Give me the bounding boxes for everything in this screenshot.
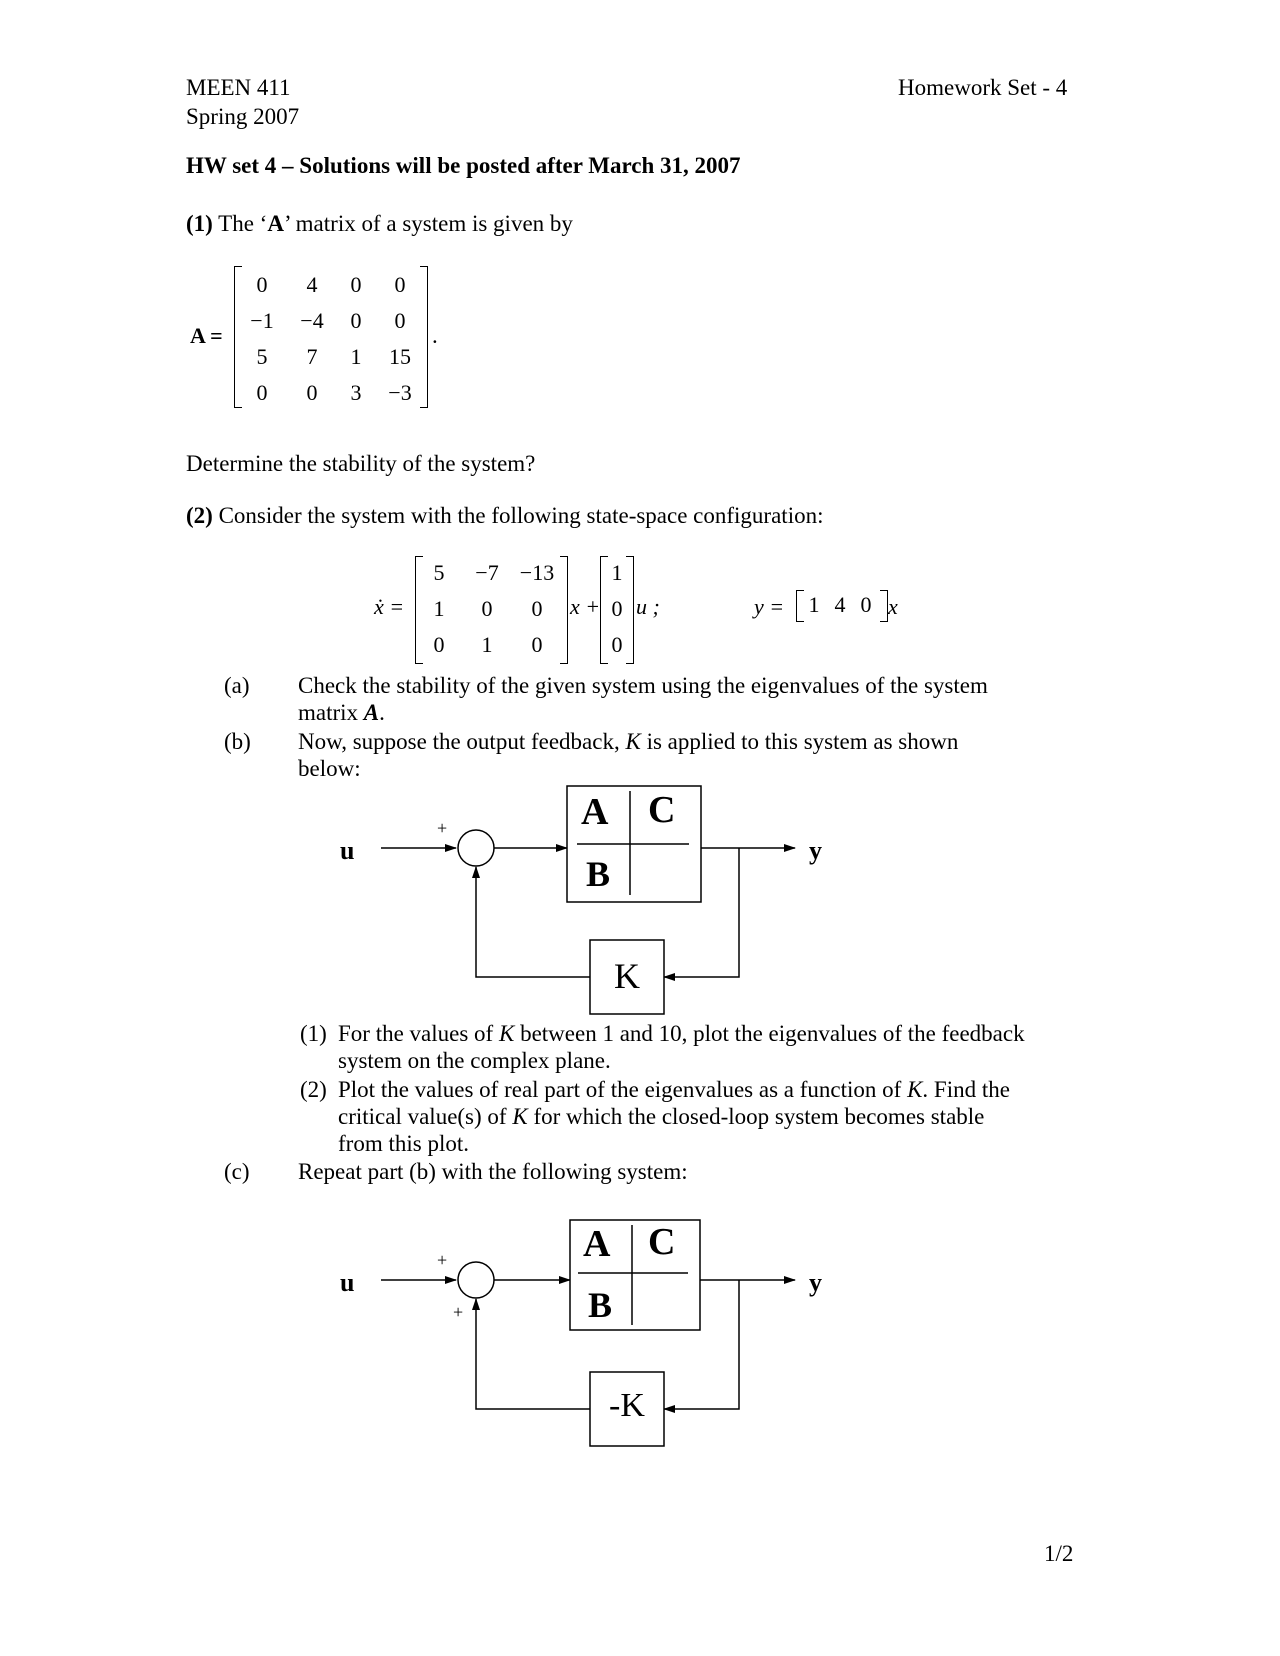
state-a-cell: 0 [481,596,493,621]
state-a-cell: 0 [433,632,445,657]
sub2-k: K [907,1077,923,1102]
matrix-a-cell: 1 [350,344,362,369]
part-b-label: (b) [224,729,251,754]
part-b-line2: below: [298,756,361,781]
sub2-line1-post: . Find the [922,1077,1010,1102]
sub2-line1-pre: Plot the values of real part of the eigenvalues as a function of [338,1077,908,1102]
state-a-cell: 0 [531,632,543,657]
matrix-a-cell: −4 [300,308,324,333]
d2-plus-bottom: + [453,1302,464,1322]
matrix-a-cell: 0 [394,272,406,297]
homework-set-label: Homework Set - 4 [898,75,1068,100]
term: Spring 2007 [186,104,300,129]
d2-y-label: y [809,1268,822,1297]
q1-question: Determine the stability of the system? [186,451,536,476]
part-b-line1-post: is applied to this system as shown [640,729,959,754]
part-b-line1-pre: Now, suppose the output feedback, [298,729,626,754]
state-a-cell: 5 [433,560,445,585]
x-plus: x + [570,594,601,619]
part-a-line2-pre: matrix [298,700,364,725]
q1-text-bold: A [267,211,284,236]
matrix-a-cell: −1 [250,308,274,333]
sub1-line1-pre: For the values of [338,1021,499,1046]
q1-number: (1) [186,211,213,236]
matrix-a-cell: 3 [350,380,362,405]
matrix-period: . [432,323,438,348]
d1-u-label: u [340,836,355,865]
x-after-c: x [888,594,898,619]
state-a-cell: 1 [433,596,445,621]
output-c-cell: 0 [860,592,872,617]
sub2-line2 [338,1103,984,1130]
course-code: MEEN 411 [186,75,291,100]
matrix-a-cell: 0 [394,308,406,333]
matrix-a-cell: 0 [256,272,268,297]
d1-summing-junction [458,830,494,866]
sub2-line3: from this plot. [338,1131,469,1156]
part-c-label: (c) [224,1159,250,1184]
d1-plant-c: C [648,789,676,831]
d2-plus-top: + [437,1250,448,1270]
part-a-line2-post: . [379,700,385,725]
d2-plant-a: A [583,1223,611,1265]
q2-intro: Consider the system with the following state-space configuration: [212,503,824,528]
matrix-a-cell: 0 [306,380,318,405]
state-a-cell: −13 [519,560,555,585]
d2-k-label: -K [609,1387,645,1424]
page-number: 1/2 [1044,1541,1074,1566]
matrix-a-cell: 0 [256,380,268,405]
sub1-line1-post: between 1 and 10, plot the eigenvalues of the feedback [514,1021,1025,1046]
sub2-line1 [338,1076,1010,1103]
sub1-label: (1) [300,1021,327,1046]
d2-u-label: u [340,1268,355,1297]
d1-k-label: K [614,956,640,996]
d2-plant-b: B [588,1285,613,1325]
state-a-cell: 1 [481,632,493,657]
d1-plant-a: A [581,791,609,833]
d2-summing-junction [458,1262,494,1298]
q2-number: (2) [186,503,213,528]
d1-y-label: y [809,836,822,865]
matrix-a-cell: 15 [389,344,411,369]
input-b-cell: 0 [611,632,623,657]
matrix-a-cell: 5 [256,344,268,369]
input-b-cell: 0 [611,596,623,621]
input-b-cell: 1 [611,560,623,585]
matrix-a-cell: 7 [306,344,318,369]
sub1-line2: system on the complex plane. [338,1048,611,1073]
sub2-label: (2) [300,1077,327,1102]
part-b-k: K [625,729,641,754]
d1-plus-sign: + [437,818,448,838]
output-c-cell: 4 [834,592,846,617]
d1-plant-b: B [586,854,611,894]
sub1-k: K [498,1021,515,1046]
matrix-a-cell: 0 [350,272,362,297]
d2-plant-c: C [648,1221,676,1263]
q1-text-pre: The ‘ [212,211,268,236]
u-semicolon-text: u ; [636,594,660,619]
output-c-cell: 1 [808,592,820,617]
state-a-cell: −7 [475,560,499,585]
matrix-a-cell: 4 [306,272,318,297]
sub2-line2-pre: critical value(s) of [338,1104,513,1129]
q1-text-post: ’ matrix of a system is given by [283,211,573,236]
matrix-a-label-text: A = [190,323,223,348]
sub2-k2: K [512,1104,528,1129]
part-c-text: Repeat part (b) with the following system: [298,1159,688,1184]
state-a-cell: 0 [531,596,543,621]
matrix-a-cell: 0 [350,308,362,333]
part-a-label: (a) [224,673,250,698]
matrix-a-cell: −3 [388,380,412,405]
page-title: HW set 4 – Solutions will be posted after March 31, 2007 [186,153,741,178]
y-equals: y = [754,594,785,619]
part-a-line1: Check the stability of the given system using the eigenvalues of the system [298,673,988,698]
sub2-line2-post: for which the closed-loop system becomes stable [527,1104,985,1129]
sub1-line1 [338,1020,1025,1047]
part-a-line2-bold: A [363,700,380,725]
xdot-text: ẋ = [374,594,405,619]
